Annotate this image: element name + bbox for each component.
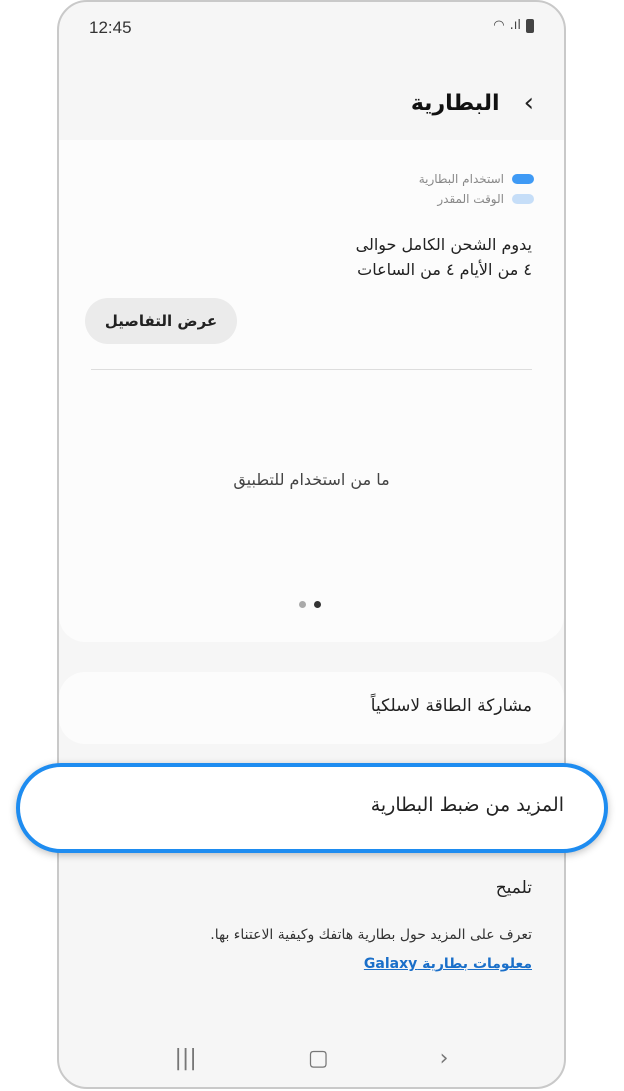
status-time: 12:45: [89, 18, 132, 37]
status-icons: [493, 18, 534, 33]
recents-icon[interactable]: |||: [174, 1046, 197, 1071]
page-title: البطارية: [410, 90, 500, 116]
signal-icon: .ıl: [509, 18, 521, 33]
charge-duration: يدوم الشحن الكامل حوالى ٤ من الأيام ٤ من الساعات: [355, 235, 532, 279]
no-app-usage-text: ما من استخدام للتطبيق: [233, 470, 390, 489]
wifi-icon: ◠: [493, 18, 505, 33]
view-details-button[interactable]: عرض التفاصيل: [85, 298, 237, 344]
navigation-bar: [59, 1046, 564, 1071]
tip-body: تعرف على المزيد حول بطارية هاتفك وكيفية الاعتناء بها.: [210, 927, 532, 943]
battery-usage-card: [59, 140, 564, 642]
wireless-powershare-row[interactable]: مشاركة الطاقة لاسلكياً: [59, 672, 564, 744]
header: [411, 88, 534, 118]
more-battery-settings-row[interactable]: المزيد من ضبط البطارية: [16, 763, 608, 853]
galaxy-battery-info-link[interactable]: معلومات بطارية Galaxy: [363, 956, 532, 972]
legend-battery-usage: استخدام البطارية: [419, 172, 534, 186]
tip-title: تلميح: [495, 878, 532, 898]
back-chevron-icon[interactable]: ‹: [523, 88, 534, 118]
legend-estimated-time: الوقت المقدر: [437, 192, 534, 206]
page-dot[interactable]: [299, 601, 306, 608]
divider: [91, 369, 532, 370]
page-indicator[interactable]: [299, 601, 321, 608]
back-icon[interactable]: ›: [439, 1046, 449, 1071]
phone-screen: [57, 0, 566, 1089]
home-icon[interactable]: ▢: [307, 1046, 329, 1071]
page-dot-active[interactable]: [314, 601, 321, 608]
battery-icon: [526, 19, 534, 33]
